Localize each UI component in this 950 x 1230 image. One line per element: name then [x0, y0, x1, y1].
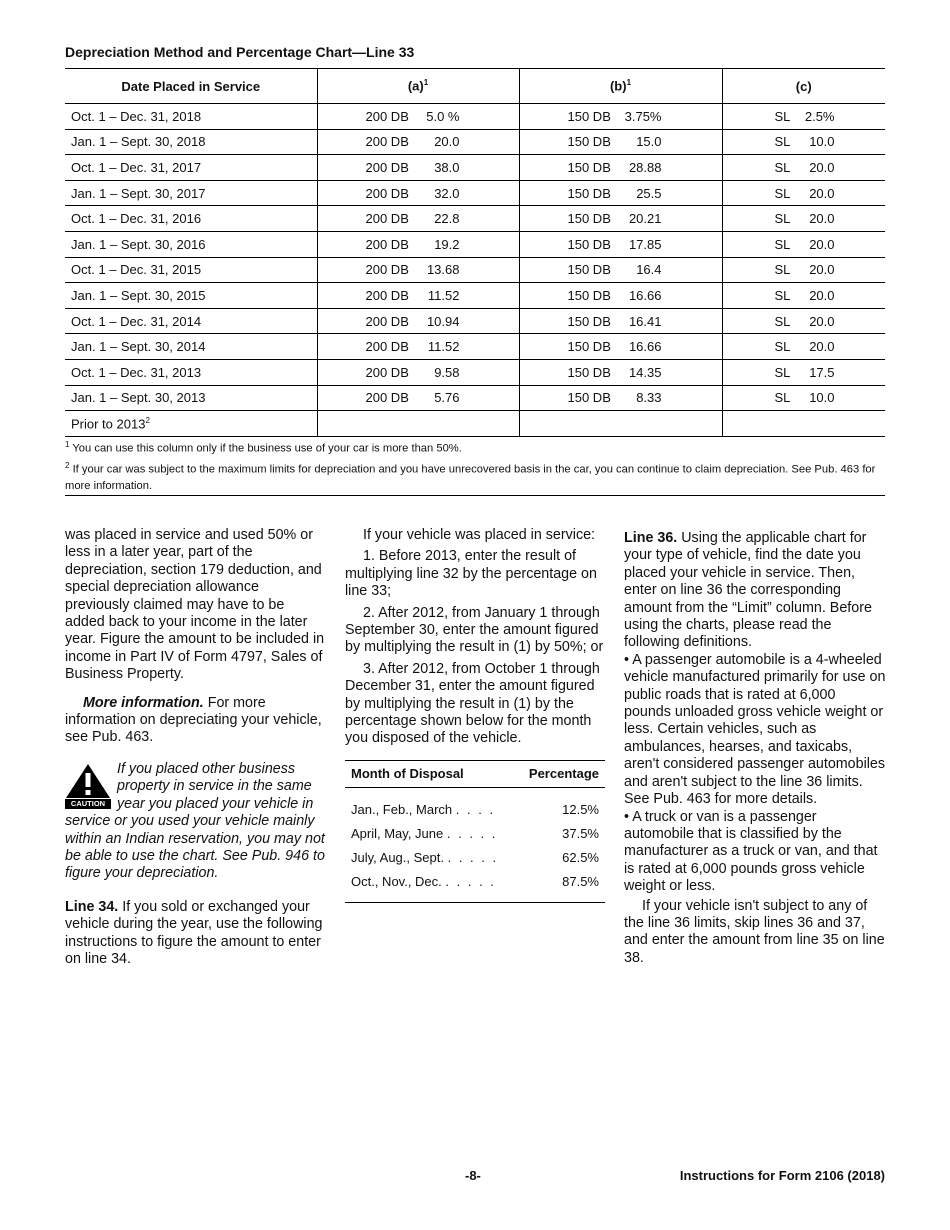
chart-title: Depreciation Method and Percentage Chart—Line 33 — [65, 44, 415, 60]
cell-c: SL 17.5 — [722, 359, 885, 385]
table-row — [65, 180, 885, 206]
cell-date-prior: Prior to 2013$^2$ — [65, 411, 317, 437]
disposal-table — [345, 760, 605, 903]
cell-pct: 62.5% — [562, 850, 599, 866]
more-info-paragraph: More information. For more information on depreciating your vehicle, see Pub. 463. — [65, 694, 322, 746]
cell-a-empty — [317, 411, 519, 437]
cell-c: SL 10.0 — [722, 385, 885, 411]
table-row — [65, 308, 885, 334]
cell-b: 150 DB 3.75% — [519, 104, 722, 130]
cell-c: SL 2.5% — [722, 104, 885, 130]
cell-date: Oct. 1 – Dec. 31, 2013 — [65, 359, 317, 385]
bullet-passenger-automobile: • A passenger automobile is a 4-wheeled vehicle manufactured primarily for use on public roads that is rated at 6,000 pounds unloaded gross vehicle weight or less. Certain vehicles, such as ambulances, hearses, and taxicabs, aren't considered passenger automobiles and aren't subject to the line 36 limits. See Pub. 463 for more details. — [624, 651, 886, 808]
disposal-row — [345, 846, 605, 870]
section-divider — [65, 495, 885, 496]
cell-date: Oct. 1 – Dec. 31, 2017 — [65, 155, 317, 181]
chart-footnotes — [65, 437, 885, 495]
line34-paragraph: Line 34. If you sold or exchanged your vehicle during the year, use the following instructions to figure the amount to enter on line 34. — [65, 898, 323, 967]
cell-a: 200 DB 32.0 — [317, 180, 519, 206]
cell-a: 200 DB 5.76 — [317, 385, 519, 411]
paragraph: was placed in service and used 50% or less in a later year, part of the depreciation, section 179 deduction, and special depreciation allowance previously claimed may have to be added back to your income in the later year. Figure the amount to be included in income in Part IV of Form 4797, Sales of Business Property. — [65, 527, 325, 683]
page-number: -8- — [465, 1168, 481, 1183]
cell-date: Oct. 1 – Dec. 31, 2015 — [65, 257, 317, 283]
list-item-3: 3. After 2012, from October 1 through December 31, enter the amount figured by multiplying the result in (1) by the percentage shown below for the month you disposed of the vehicle. — [345, 660, 600, 747]
table-row — [65, 257, 885, 283]
table-row — [65, 359, 885, 385]
cell-a: 200 DB 11.52 — [317, 334, 519, 360]
disposal-row — [345, 870, 605, 903]
cell-pct: 87.5% — [517, 870, 606, 903]
header-b: $(b)^1$ — [519, 69, 722, 104]
table-row — [65, 385, 885, 411]
list-item-2: 2. After 2012, from January 1 through September 30, enter the amount figured by multiplying the result in (1) by 50%; or — [345, 604, 604, 656]
cell-a: 200 DB 13.68 — [317, 257, 519, 283]
cell-date: Oct. 1 – Dec. 31, 2016 — [65, 206, 317, 232]
header-date: Date Placed in Service — [65, 69, 317, 104]
cell-date: Jan. 1 – Sept. 30, 2018 — [65, 129, 317, 155]
form-reference: Instructions for Form 2106 (2018) — [679, 1168, 885, 1183]
table-row — [65, 206, 885, 232]
cell-pct: 37.5% — [562, 826, 599, 842]
cell-month: April, May, June . . . . . — [351, 826, 498, 842]
cell-b: 150 DB 25.5 — [519, 180, 722, 206]
cell-b: 150 DB 28.88 — [519, 155, 722, 181]
cell-date: Jan. 1 – Sept. 30, 2014 — [65, 334, 317, 360]
cell-date: Jan. 1 – Sept. 30, 2016 — [65, 231, 317, 257]
table-row — [65, 283, 885, 309]
cell-a: 200 DB 38.0 — [317, 155, 519, 181]
cell-a: 200 DB 11.52 — [317, 283, 519, 309]
cell-date: Oct. 1 – Dec. 31, 2018 — [65, 104, 317, 130]
cell-date: Jan. 1 – Sept. 30, 2015 — [65, 283, 317, 309]
disposal-row — [345, 822, 605, 846]
cell-a: 200 DB 22.8 — [317, 206, 519, 232]
cell-a: 200 DB 19.2 — [317, 231, 519, 257]
text-column-2 — [345, 527, 605, 903]
cell-b: 150 DB 16.4 — [519, 257, 722, 283]
cell-a: 200 DB 20.0 — [317, 129, 519, 155]
cell-b: 150 DB 17.85 — [519, 231, 722, 257]
cell-c: SL 20.0 — [722, 257, 885, 283]
cell-month: Oct., Nov., Dec. . . . . . — [345, 870, 517, 903]
cell-b: 150 DB 16.41 — [519, 308, 722, 334]
footnote-1: $^1$ You can use this column only if the business use of your car is more than 50%. — [65, 440, 462, 455]
cell-date: Jan. 1 – Sept. 30, 2017 — [65, 180, 317, 206]
disposal-header-row — [345, 760, 605, 787]
table-row — [65, 334, 885, 360]
table-row — [65, 129, 885, 155]
cell-a: 200 DB 10.94 — [317, 308, 519, 334]
cell-c: SL 20.0 — [722, 231, 885, 257]
cell-a: 200 DB 5.0 % — [317, 104, 519, 130]
table-row — [65, 104, 885, 130]
list-item-1: 1. Before 2013, enter the result of multiplying line 32 by the percentage on line 33; — [345, 548, 597, 600]
disposal-row — [345, 787, 605, 822]
cell-date: Oct. 1 – Dec. 31, 2014 — [65, 308, 317, 334]
header-percentage: Percentage — [517, 760, 606, 787]
cell-c: SL 20.0 — [722, 308, 885, 334]
cell-b-empty — [519, 411, 722, 437]
cell-month: Jan., Feb., March . . . . — [351, 802, 496, 818]
cell-c: SL 20.0 — [722, 283, 885, 309]
cell-c: SL 20.0 — [722, 180, 885, 206]
cell-b: 150 DB 15.0 — [519, 129, 722, 155]
header-month: Month of Disposal — [345, 760, 517, 787]
text-column-1 — [65, 527, 327, 968]
bullet-truck-van: • A truck or van is a passenger automobile that is classified by the manufacturer as a truck or van, and that is rated at 6,000 pounds gross vehicle weight or less. — [624, 808, 878, 895]
depreciation-table — [65, 68, 885, 437]
table-header-row — [65, 69, 885, 104]
cell-c: SL 20.0 — [722, 334, 885, 360]
table-body — [65, 104, 885, 437]
cell-c: SL 20.0 — [722, 206, 885, 232]
cell-b: 150 DB 16.66 — [519, 334, 722, 360]
cell-b: 150 DB 16.66 — [519, 283, 722, 309]
table-row-prior — [65, 411, 885, 437]
text-column-3 — [624, 530, 886, 967]
cell-b: 150 DB 8.33 — [519, 385, 722, 411]
cell-c: SL 10.0 — [722, 129, 885, 155]
cell-a: 200 DB 9.58 — [317, 359, 519, 385]
header-c: (c) — [722, 69, 885, 104]
table-row — [65, 231, 885, 257]
intro-paragraph: If your vehicle was placed in service: — [363, 527, 596, 543]
paragraph-last: If your vehicle isn't subject to any of the line 36 limits, skip lines 36 and 37, and enter the amount from line 35 on line 38. — [624, 897, 885, 966]
footnote-2: $^2$ If your car was subject to the maximum limits for depreciation and you have unrecovered basis in the car, you can continue to claim depreciation. See Pub. 463 for more information. — [65, 460, 876, 493]
cell-month: July, Aug., Sept. . . . . . — [351, 850, 499, 866]
cell-b: 150 DB 14.35 — [519, 359, 722, 385]
cell-c-empty — [722, 411, 885, 437]
cell-pct: 12.5% — [562, 802, 599, 818]
table-row — [65, 155, 885, 181]
caution-icon: CAUTION — [65, 763, 111, 809]
cell-c: SL 20.0 — [722, 155, 885, 181]
caution-note: CAUTION If you placed other business property in service in the same year you placed your vehicle in service or you used your vehicle mainly within an Indian reservation, you may not be able to use the chart. See Pub. 946 to figure your depreciation. — [65, 760, 325, 882]
cell-date: Jan. 1 – Sept. 30, 2013 — [65, 385, 317, 411]
cell-b: 150 DB 20.21 — [519, 206, 722, 232]
header-a: $(a)^1$ — [317, 69, 519, 104]
line36-paragraph: Line 36. Using the applicable chart for your type of vehicle, find the date you placed your vehicle in service. Then, enter on line 36 the corresponding amount from the “Limit” column. Before using the charts, please read the following definitions. — [624, 530, 872, 651]
